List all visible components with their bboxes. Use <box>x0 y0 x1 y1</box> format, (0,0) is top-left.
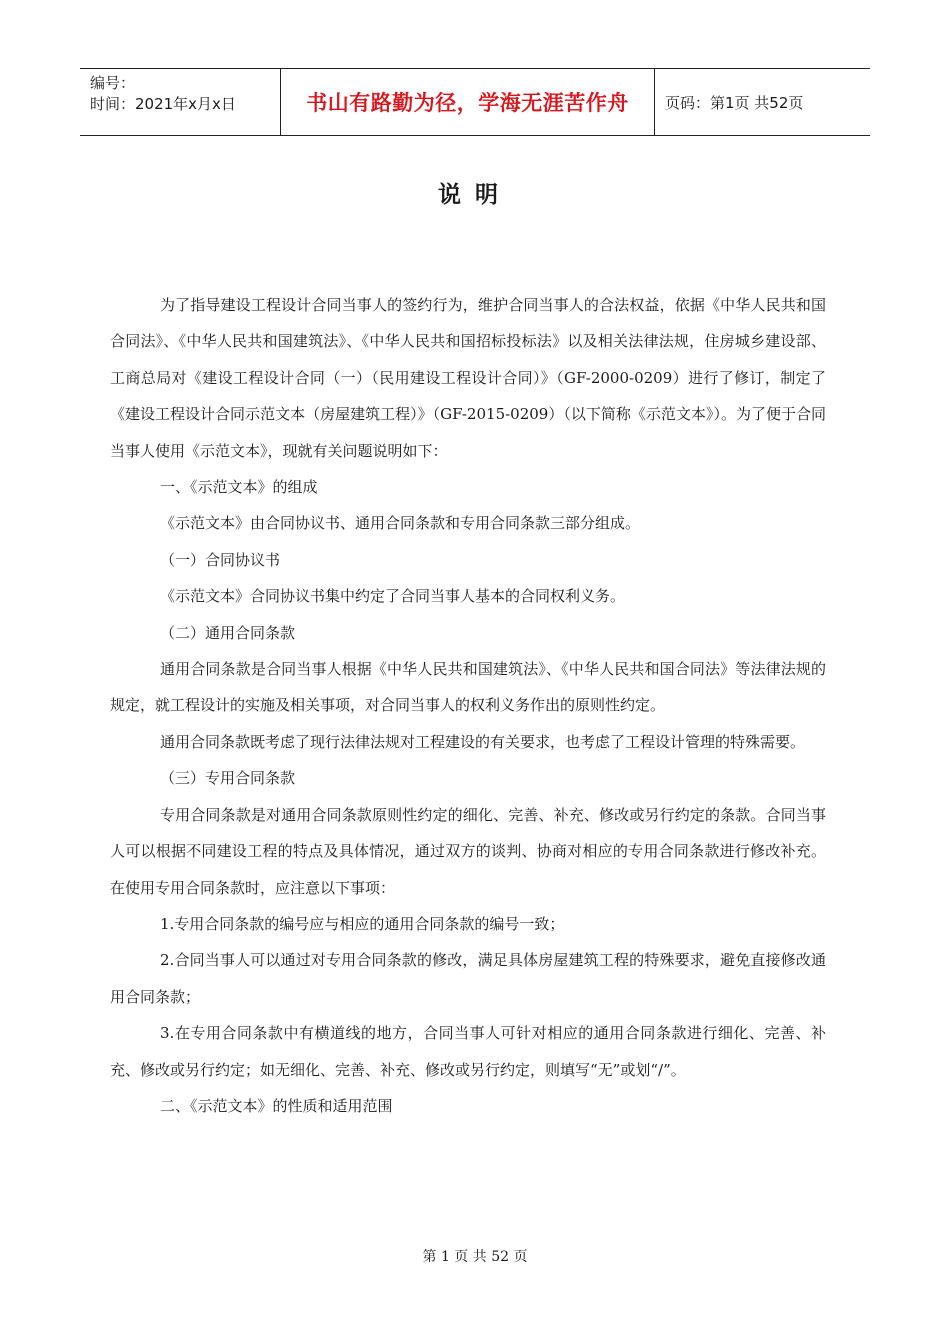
paragraph: 通用合同条款是合同当事人根据《中华人民共和国建筑法》、《中华人民共和国合同法》等法律法规的规定，就工程设计的实施及相关事项，对合同当事人的权利义务作出的原则性约定。 <box>110 660 826 715</box>
page-footer: 第 1 页 共 52 页 <box>422 1249 528 1265</box>
header-page-label: 页码：第1页 共52页 <box>665 93 804 112</box>
section-heading: 一、《示范文本》的组成 <box>160 478 318 497</box>
paragraph: 为了指导建设工程设计合同当事人的签约行为，维护合同当事人的合法权益，依据《中华人民共和国合同法》、《中华人民共和国建筑法》、《中华人民共和国招标投标法》以及相关法律法规，住房城乡建设部、工商总局对《建设工程设计合同（一）（民用建设工程设计合同）》（GF-2000-0209）进行了修订，制定了《建设工程设计合同示范文本（房屋建筑工程）》（GF-2015-0209）（以下简称《示范文本》）。为了便于合同当事人使用《示范文本》，现就有关问题说明如下： <box>110 296 826 460</box>
list-item: 1.专用合同条款的编号应与相应的通用合同条款的编号一致； <box>160 914 565 933</box>
section-heading: 二、《示范文本》的性质和适用范围 <box>160 1096 393 1115</box>
header-meta <box>80 69 280 135</box>
list-item: 3.在专用合同条款中有横道线的地方，合同当事人可针对相应的通用合同条款进行细化、完善、补充、修改或另行约定；如无细化、完善、补充、修改或另行约定，则填写“无”或划“/”。 <box>110 1024 826 1079</box>
header-motto: 书山有路勤为径，学海无涯苦作舟 <box>280 69 655 135</box>
subsection-heading: （三）专用合同条款 <box>160 769 296 788</box>
document-body <box>110 287 826 1124</box>
document-title: 说明 <box>438 182 512 208</box>
paragraph: 《示范文本》合同协议书集中约定了合同当事人基本的合同权利义务。 <box>160 587 626 606</box>
number-label: 编号： <box>90 74 136 92</box>
paragraph: 专用合同条款是对通用合同条款原则性约定的细化、完善、补充、修改或另行约定的条款。合同当事人可以根据不同建设工程的特点及具体情况，通过双方的谈判、协商对相应的专用合同条款进行修改补充。在使用专用合同条款时，应注意以下事项： <box>110 805 826 897</box>
subsection-heading: （二）通用合同条款 <box>160 623 296 642</box>
subsection-heading: （一）合同协议书 <box>160 550 281 569</box>
header-table <box>80 68 870 136</box>
date-label: 时间：2021年x月x日 <box>90 95 236 113</box>
paragraph: 通用合同条款既考虑了现行法律法规对工程建设的有关要求，也考虑了工程设计管理的特殊需要。 <box>160 732 806 751</box>
list-item: 2.合同当事人可以通过对专用合同条款的修改，满足具体房屋建筑工程的特殊要求，避免直接修改通用合同条款； <box>110 951 826 1006</box>
paragraph: 《示范文本》由合同协议书、通用合同条款和专用合同条款三部分组成。 <box>160 514 641 533</box>
